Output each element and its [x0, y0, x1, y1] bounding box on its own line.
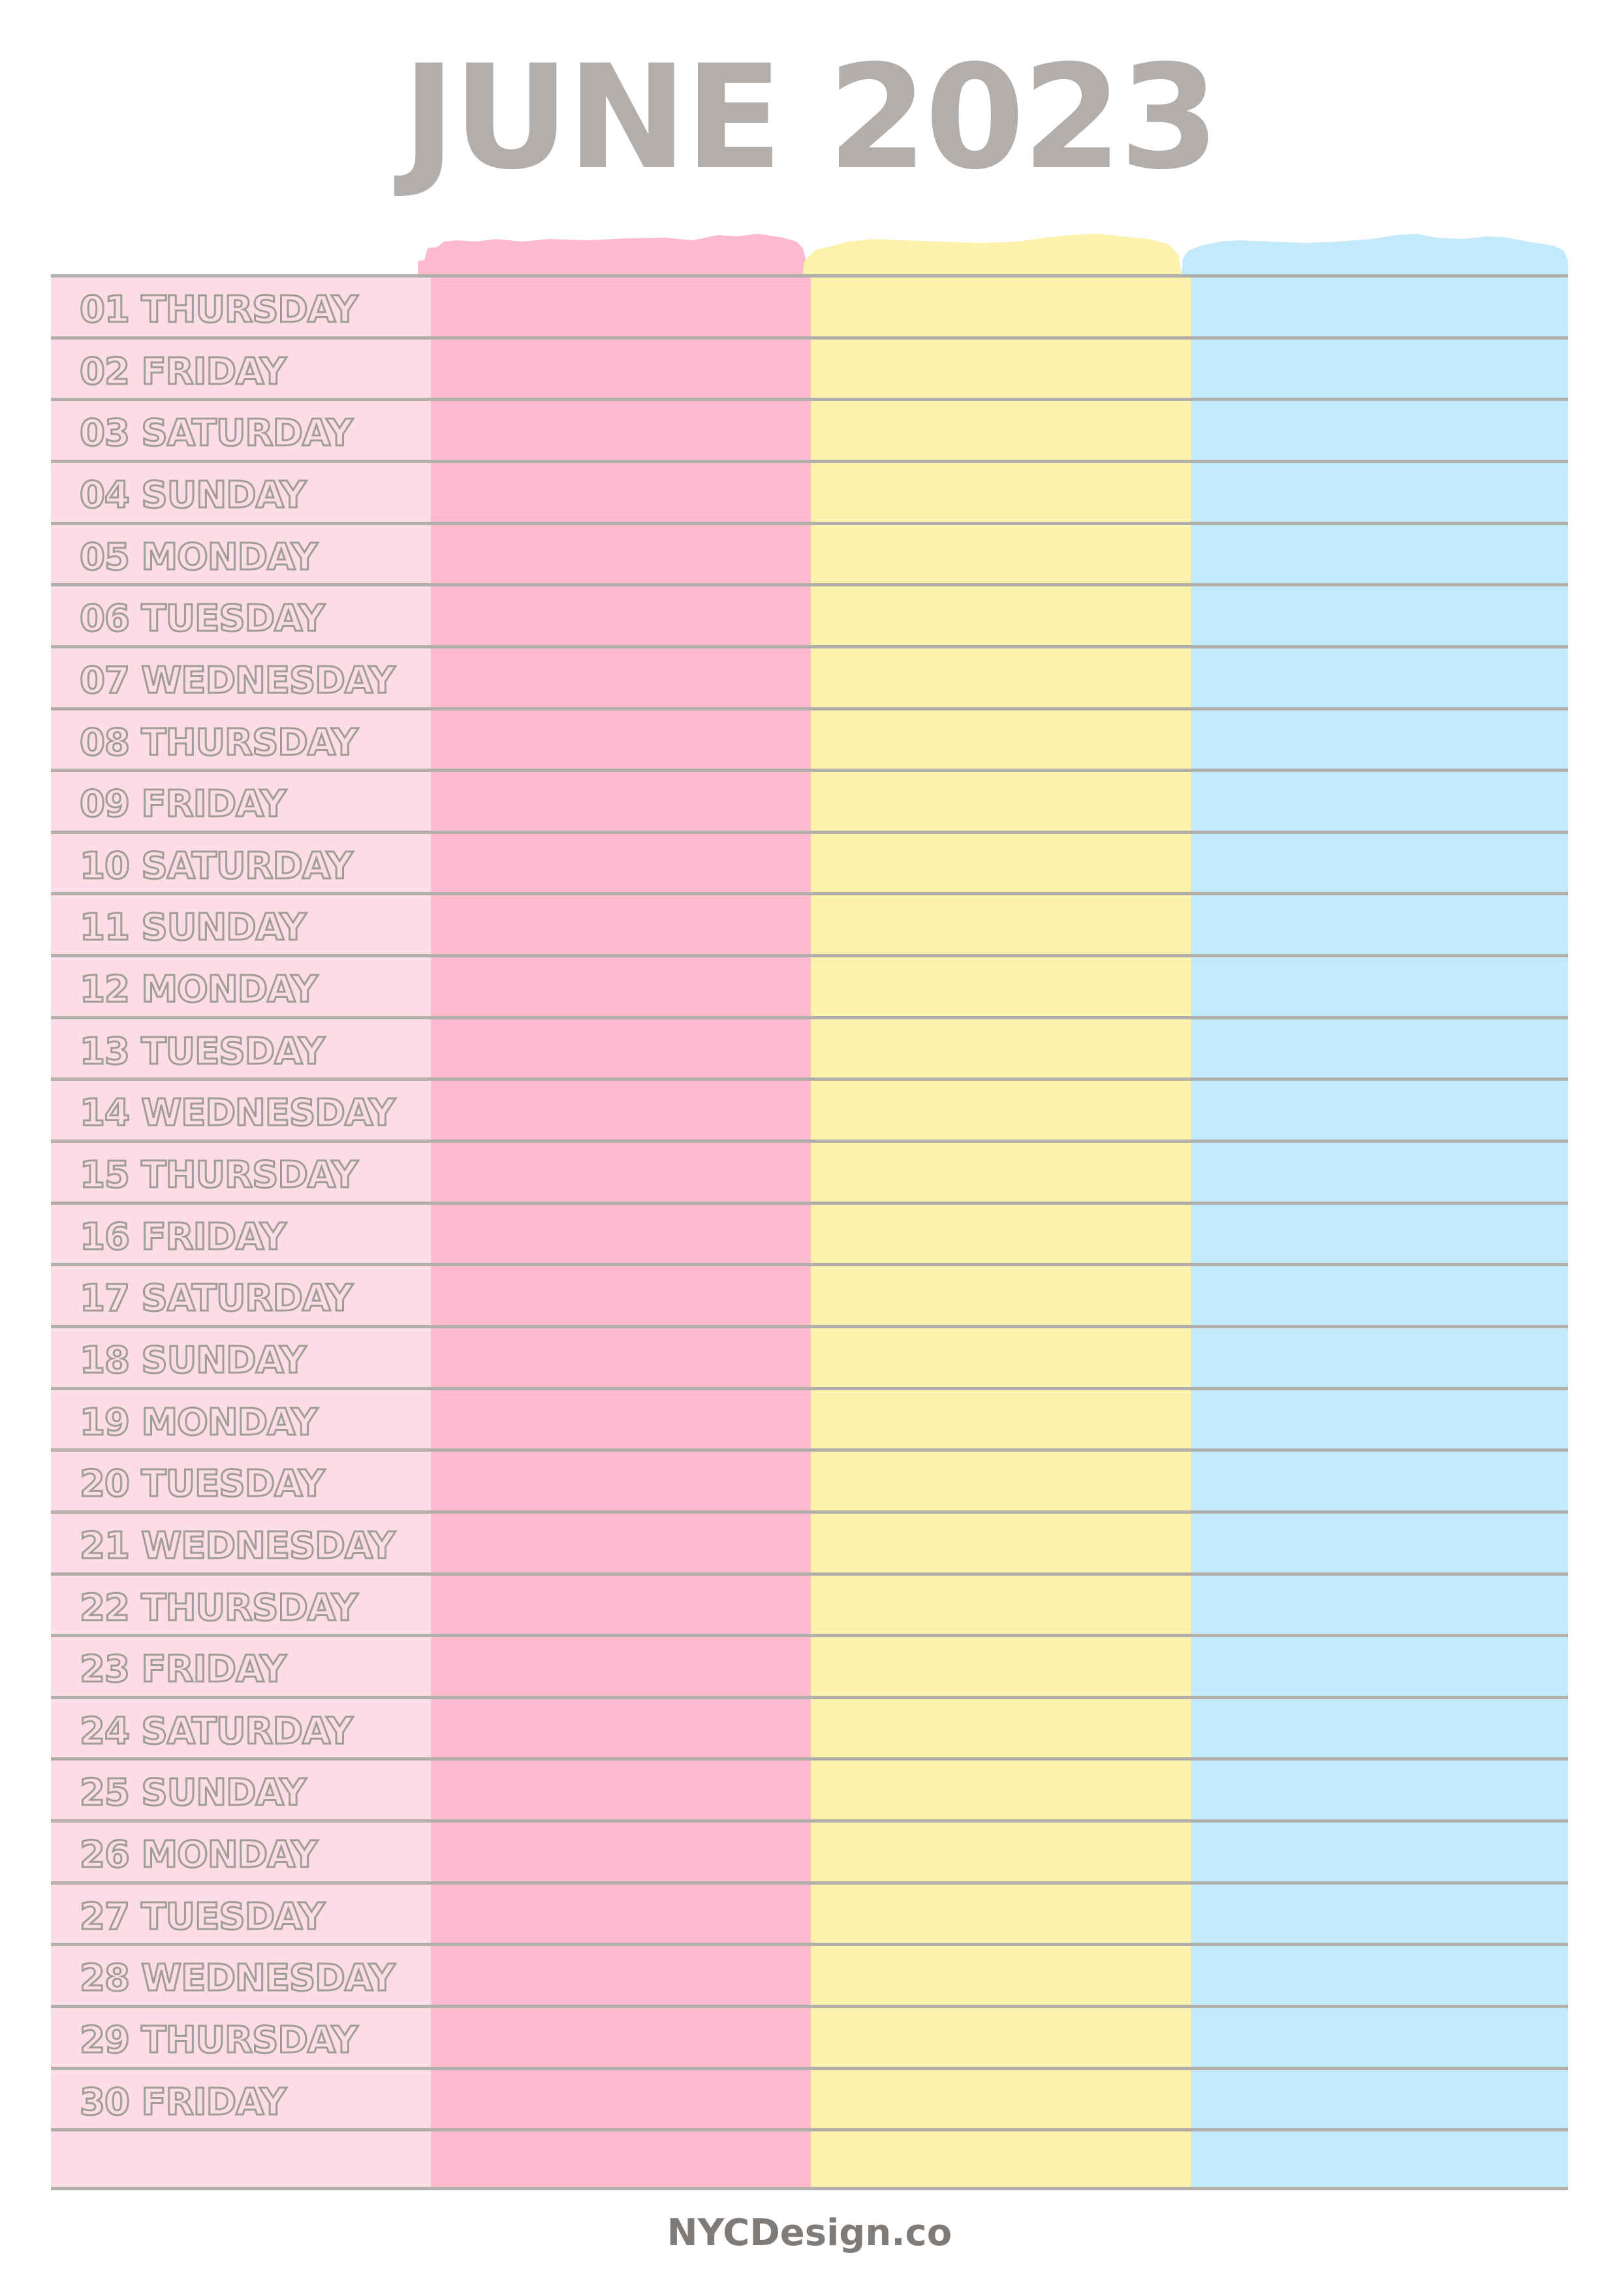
pink-entry-cell[interactable] [431, 1576, 811, 1634]
page-title: JUNE 2023 [402, 34, 1217, 201]
blue-entry-cell[interactable] [1191, 1390, 1568, 1449]
blue-entry-cell[interactable] [1191, 1699, 1568, 1758]
blue-entry-cell[interactable] [1191, 772, 1568, 831]
day-label: 02 FRIDAY [80, 350, 286, 393]
planner-row [51, 1263, 1568, 1325]
planner-row [51, 1572, 1568, 1634]
day-label: 23 FRIDAY [80, 1648, 286, 1691]
day-label: 22 THURSDAY [80, 1586, 358, 1629]
pink-entry-cell[interactable] [431, 2008, 811, 2067]
yellow-entry-cell[interactable] [811, 1081, 1191, 1140]
yellow-entry-cell[interactable] [811, 586, 1191, 645]
blue-entry-cell[interactable] [1191, 525, 1568, 584]
pink-entry-cell[interactable] [431, 1885, 811, 1943]
day-label: 21 WEDNESDAY [80, 1524, 395, 1567]
planner-row [51, 274, 1568, 336]
planner-row [51, 1325, 1568, 1387]
planner-row [51, 1696, 1568, 1758]
day-label: 06 TUESDAY [80, 598, 324, 641]
blue-entry-cell[interactable] [1191, 1328, 1568, 1387]
pink-entry-cell[interactable] [431, 1081, 811, 1140]
pink-entry-cell[interactable] [431, 2131, 811, 2187]
yellow-entry-cell[interactable] [811, 1390, 1191, 1449]
blue-entry-cell[interactable] [1191, 1143, 1568, 1202]
pink-entry-cell[interactable] [431, 1452, 811, 1510]
day-label: 09 FRIDAY [80, 783, 286, 826]
pink-entry-cell[interactable] [431, 2070, 811, 2129]
pink-entry-cell[interactable] [431, 1390, 811, 1449]
day-label: 17 SATURDAY [80, 1277, 353, 1320]
blue-entry-cell[interactable] [1191, 710, 1568, 769]
blue-entry-cell[interactable] [1191, 1823, 1568, 1881]
blue-torn-tab [1182, 234, 1568, 274]
planner-row [51, 645, 1568, 707]
pink-entry-cell[interactable] [431, 1266, 811, 1325]
planner-row [51, 1077, 1568, 1140]
planner-row [51, 1943, 1568, 2005]
yellow-entry-cell[interactable] [811, 895, 1191, 954]
planner-row [51, 1819, 1568, 1881]
planner-row [51, 769, 1568, 831]
blue-entry-cell[interactable] [1191, 1205, 1568, 1264]
planner-row [51, 398, 1568, 460]
planner-row [51, 2128, 1568, 2190]
yellow-entry-cell[interactable] [811, 2070, 1191, 2129]
planner-row [51, 1016, 1568, 1078]
yellow-entry-cell[interactable] [811, 648, 1191, 707]
day-label: 01 THURSDAY [80, 289, 358, 331]
blue-entry-cell[interactable] [1191, 463, 1568, 522]
blue-entry-cell[interactable] [1191, 1019, 1568, 1078]
day-label: 04 SUNDAY [80, 473, 306, 517]
blue-entry-cell[interactable] [1191, 1761, 1568, 1819]
day-label: 13 TUESDAY [80, 1030, 324, 1073]
yellow-entry-cell[interactable] [811, 1823, 1191, 1881]
blue-entry-cell[interactable] [1191, 895, 1568, 954]
day-label: 30 FRIDAY [80, 2081, 286, 2124]
planner-row [51, 1387, 1568, 1449]
blue-entry-cell[interactable] [1191, 2070, 1568, 2129]
day-label: 25 SUNDAY [80, 1772, 306, 1815]
yellow-entry-cell[interactable] [811, 340, 1191, 398]
pink-entry-cell[interactable] [431, 1205, 811, 1264]
yellow-entry-cell[interactable] [811, 2131, 1191, 2187]
blue-entry-cell[interactable] [1191, 1885, 1568, 1943]
day-label: 27 TUESDAY [80, 1895, 324, 1938]
pink-entry-cell[interactable] [431, 586, 811, 645]
day-label: 14 WEDNESDAY [80, 1092, 395, 1135]
day-label: 03 SATURDAY [80, 412, 353, 455]
planner-row [51, 1881, 1568, 1943]
pink-entry-cell[interactable] [431, 772, 811, 831]
pink-entry-cell[interactable] [431, 1946, 811, 2005]
yellow-entry-cell[interactable] [811, 1946, 1191, 2005]
pink-torn-tab [418, 234, 810, 274]
planner-row [51, 336, 1568, 398]
day-label: 26 MONDAY [80, 1834, 317, 1877]
yellow-entry-cell[interactable] [811, 1637, 1191, 1696]
pink-entry-cell[interactable] [431, 278, 811, 336]
blue-entry-cell[interactable] [1191, 1576, 1568, 1634]
footer-brand: NYCDesign.co [667, 2212, 952, 2254]
day-label: 11 SUNDAY [80, 906, 306, 949]
pink-entry-cell[interactable] [431, 1019, 811, 1078]
pink-entry-cell[interactable] [431, 401, 811, 460]
yellow-entry-cell[interactable] [811, 1266, 1191, 1325]
yellow-entry-cell[interactable] [811, 1143, 1191, 1202]
blue-entry-cell[interactable] [1191, 957, 1568, 1016]
day-label: 18 SUNDAY [80, 1339, 306, 1382]
day-label: 05 MONDAY [80, 535, 317, 579]
yellow-entry-cell[interactable] [811, 2008, 1191, 2067]
pink-entry-cell[interactable] [431, 957, 811, 1016]
blue-entry-cell[interactable] [1191, 1452, 1568, 1510]
yellow-entry-cell[interactable] [811, 1452, 1191, 1510]
day-label: 08 THURSDAY [80, 721, 358, 764]
pink-entry-cell[interactable] [431, 1761, 811, 1819]
pink-entry-cell[interactable] [431, 1699, 811, 1758]
planner-row [51, 1634, 1568, 1696]
pink-entry-cell[interactable] [431, 834, 811, 893]
planner-row [51, 1757, 1568, 1819]
planner-row [51, 2005, 1568, 2067]
pink-entry-cell[interactable] [431, 710, 811, 769]
pink-entry-cell[interactable] [431, 1514, 811, 1572]
blue-entry-cell[interactable] [1191, 1946, 1568, 2005]
blue-entry-cell[interactable] [1191, 2008, 1568, 2067]
pink-entry-cell[interactable] [431, 1637, 811, 1696]
planner-row [51, 707, 1568, 769]
pink-entry-cell[interactable] [431, 895, 811, 954]
blue-entry-cell[interactable] [1191, 1266, 1568, 1325]
pink-entry-cell[interactable] [431, 1328, 811, 1387]
day-label: 20 TUESDAY [80, 1463, 324, 1506]
yellow-entry-cell[interactable] [811, 772, 1191, 831]
day-label: 28 WEDNESDAY [80, 1957, 395, 2000]
day-label: 07 WEDNESDAY [80, 659, 395, 702]
planner-grid [51, 274, 1568, 2190]
yellow-entry-cell[interactable] [811, 1019, 1191, 1078]
yellow-entry-cell[interactable] [811, 463, 1191, 522]
yellow-entry-cell[interactable] [811, 710, 1191, 769]
yellow-entry-cell[interactable] [811, 1885, 1191, 1943]
blue-entry-cell[interactable] [1191, 2131, 1568, 2187]
pink-entry-cell[interactable] [431, 463, 811, 522]
blue-entry-cell[interactable] [1191, 278, 1568, 336]
blue-entry-cell[interactable] [1191, 586, 1568, 645]
planner-row [51, 1510, 1568, 1572]
yellow-entry-cell[interactable] [811, 1761, 1191, 1819]
yellow-entry-cell[interactable] [811, 834, 1191, 893]
blue-entry-cell[interactable] [1191, 401, 1568, 460]
planner-rows [51, 274, 1568, 2190]
pink-entry-cell[interactable] [431, 525, 811, 584]
day-label: 12 MONDAY [80, 968, 317, 1012]
torn-paper-tabs [0, 222, 1619, 281]
blue-entry-cell[interactable] [1191, 834, 1568, 893]
pink-entry-cell[interactable] [431, 1143, 811, 1202]
yellow-entry-cell[interactable] [811, 278, 1191, 336]
planner-row [51, 460, 1568, 522]
yellow-torn-tab [803, 234, 1182, 274]
pink-entry-cell[interactable] [431, 340, 811, 398]
planner-row [51, 892, 1568, 954]
blue-entry-cell[interactable] [1191, 648, 1568, 707]
planner-row [51, 1448, 1568, 1510]
day-label: 19 MONDAY [80, 1401, 317, 1444]
day-label: 24 SATURDAY [80, 1710, 353, 1753]
pink-entry-cell[interactable] [431, 1823, 811, 1881]
yellow-entry-cell[interactable] [811, 1328, 1191, 1387]
planner-row [51, 2067, 1568, 2129]
yellow-entry-cell[interactable] [811, 957, 1191, 1016]
planner-row [51, 522, 1568, 584]
yellow-entry-cell[interactable] [811, 1699, 1191, 1758]
yellow-entry-cell[interactable] [811, 1205, 1191, 1264]
yellow-entry-cell[interactable] [811, 1576, 1191, 1634]
day-label: 29 THURSDAY [80, 2019, 358, 2062]
planner-row [51, 831, 1568, 893]
planner-row [51, 954, 1568, 1016]
yellow-entry-cell[interactable] [811, 401, 1191, 460]
yellow-entry-cell[interactable] [811, 1514, 1191, 1572]
day-label: 10 SATURDAY [80, 844, 353, 887]
pink-entry-cell[interactable] [431, 648, 811, 707]
planner-row [51, 1140, 1568, 1202]
blue-entry-cell[interactable] [1191, 1514, 1568, 1572]
planner-row [51, 583, 1568, 645]
yellow-entry-cell[interactable] [811, 525, 1191, 584]
blue-entry-cell[interactable] [1191, 1637, 1568, 1696]
day-label: 15 THURSDAY [80, 1154, 358, 1197]
blue-entry-cell[interactable] [1191, 340, 1568, 398]
blue-entry-cell[interactable] [1191, 1081, 1568, 1140]
day-label: 16 FRIDAY [80, 1215, 286, 1258]
planner-row [51, 1202, 1568, 1264]
